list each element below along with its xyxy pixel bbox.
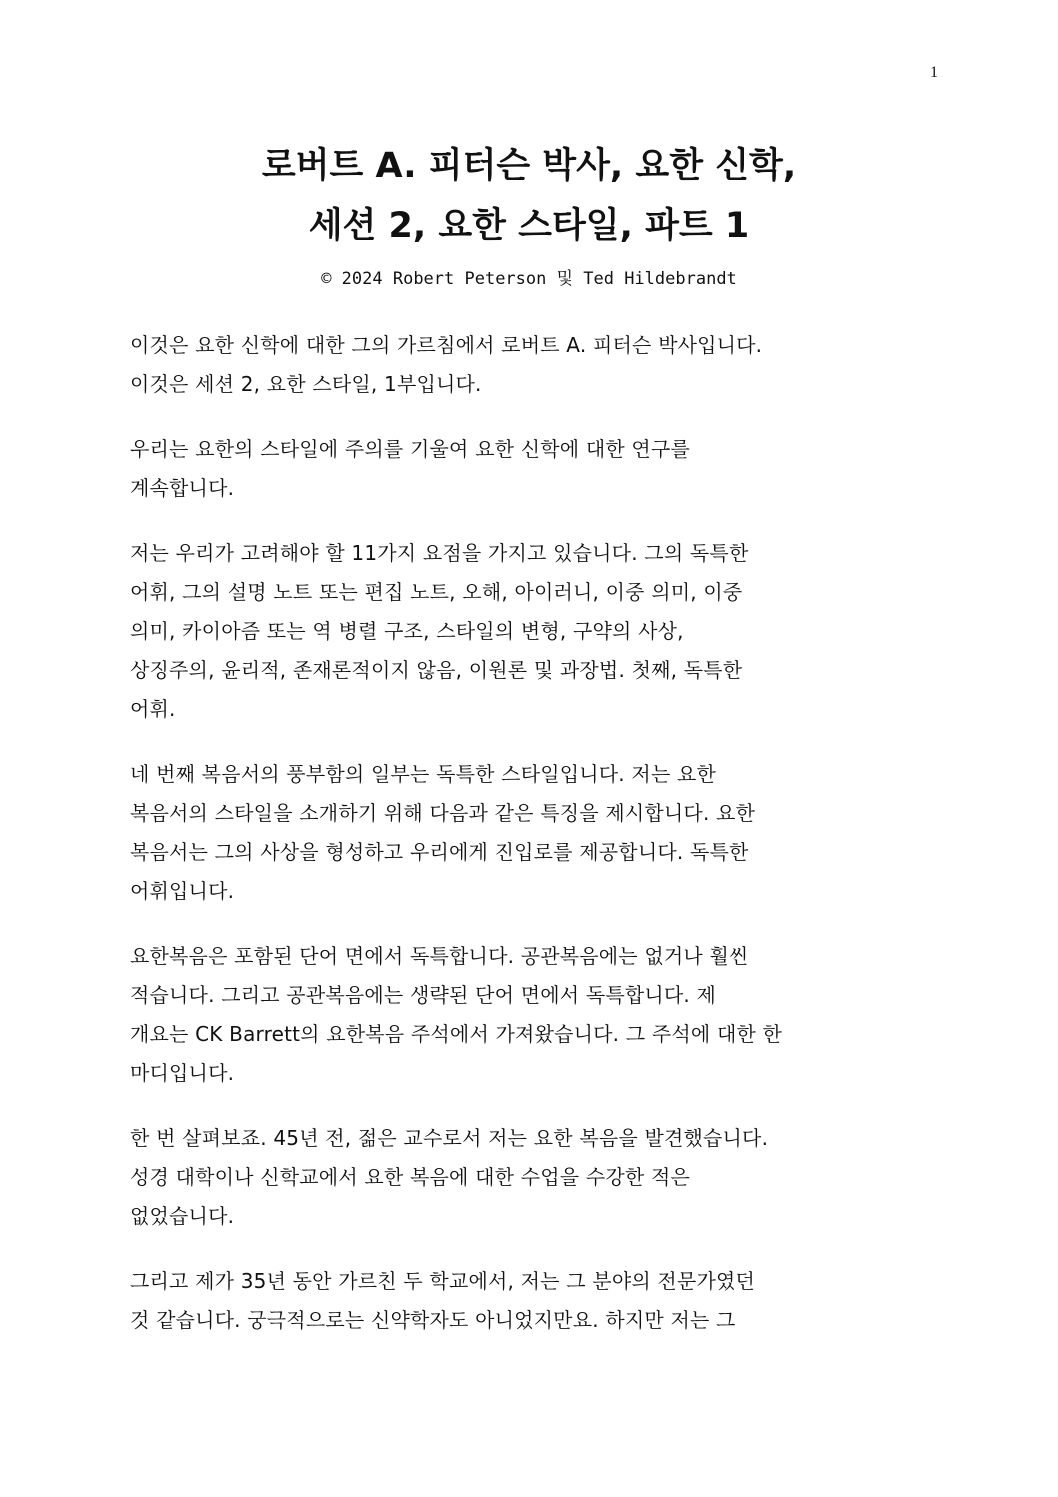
paragraph — [130, 430, 930, 508]
paragraph-line: 마디입니다. — [130, 1061, 235, 1085]
paragraph-line: 적습니다. 그리고 공관복음에는 생략된 단어 면에서 독특합니다. 제 — [130, 983, 717, 1007]
paragraph-line: 어휘입니다. — [130, 879, 235, 903]
paragraph — [130, 534, 930, 729]
page-number: 1 — [930, 64, 938, 81]
paragraph-line: 네 번째 복음서의 풍부함의 일부는 독특한 스타일입니다. 저는 요한 — [130, 762, 717, 786]
paragraph-line: 그리고 제가 35년 동안 가르친 두 학교에서, 저는 그 분야의 전문가였던 — [130, 1269, 756, 1293]
paragraph-line: 이것은 세션 2, 요한 스타일, 1부입니다. — [130, 372, 482, 396]
paragraph-line: 어휘, 그의 설명 노트 또는 편집 노트, 오해, 아이러니, 이중 의미, 이중 — [130, 580, 743, 604]
paragraph-line: 복음서는 그의 사상을 형성하고 우리에게 진입로를 제공합니다. 독특한 — [130, 840, 749, 864]
paragraph-line: 요한복음은 포함된 단어 면에서 독특합니다. 공관복음에는 없거나 훨씬 — [130, 944, 749, 968]
document-body — [130, 326, 930, 1366]
paragraph — [130, 937, 930, 1093]
paragraph — [130, 1119, 930, 1236]
paragraph-line: 것 같습니다. 궁극적으로는 신약학자도 아니었지만요. 하지만 저는 그 — [130, 1308, 736, 1332]
paragraph-line: 저는 우리가 고려해야 할 11가지 요점을 가지고 있습니다. 그의 독특한 — [130, 541, 749, 565]
paragraph-line: 어휘. — [130, 697, 176, 721]
paragraph-line: 한 번 살펴보죠. 45년 전, 젊은 교수로서 저는 요한 복음을 발견했습니다. — [130, 1126, 769, 1150]
paragraph-line: 개요는 CK Barrett의 요한복음 주석에서 가져왔습니다. 그 주석에 대한 한 — [130, 1022, 783, 1046]
paragraph-line: 복음서의 스타일을 소개하기 위해 다음과 같은 특징을 제시합니다. 요한 — [130, 801, 756, 825]
paragraph-line: 없었습니다. — [130, 1204, 235, 1228]
paragraph-line: 계속합니다. — [130, 476, 235, 500]
paragraph-line: 이것은 요한 신학에 대한 그의 가르침에서 로버트 A. 피터슨 박사입니다. — [130, 333, 763, 357]
paragraph-line: 상징주의, 윤리적, 존재론적이지 않음, 이원론 및 과장법. 첫째, 독특한 — [130, 658, 743, 682]
title-line-2: 세션 2, 요한 스타일, 파트 1 — [308, 206, 750, 246]
paragraph — [130, 755, 930, 911]
copyright-notice: © 2024 Robert Peterson 및 Ted Hildebrandt — [321, 269, 737, 289]
page-title — [0, 136, 1058, 256]
paragraph-line: 의미, 카이아즘 또는 역 병렬 구조, 스타일의 변형, 구약의 사상, — [130, 619, 684, 643]
title-line-1: 로버트 A. 피터슨 박사, 요한 신학, — [261, 146, 797, 186]
paragraph-line: 성경 대학이나 신학교에서 요한 복음에 대한 수업을 수강한 적은 — [130, 1165, 690, 1189]
paragraph — [130, 326, 930, 404]
paragraph — [130, 1262, 930, 1340]
paragraph-line: 우리는 요한의 스타일에 주의를 기울여 요한 신학에 대한 연구를 — [130, 437, 690, 461]
